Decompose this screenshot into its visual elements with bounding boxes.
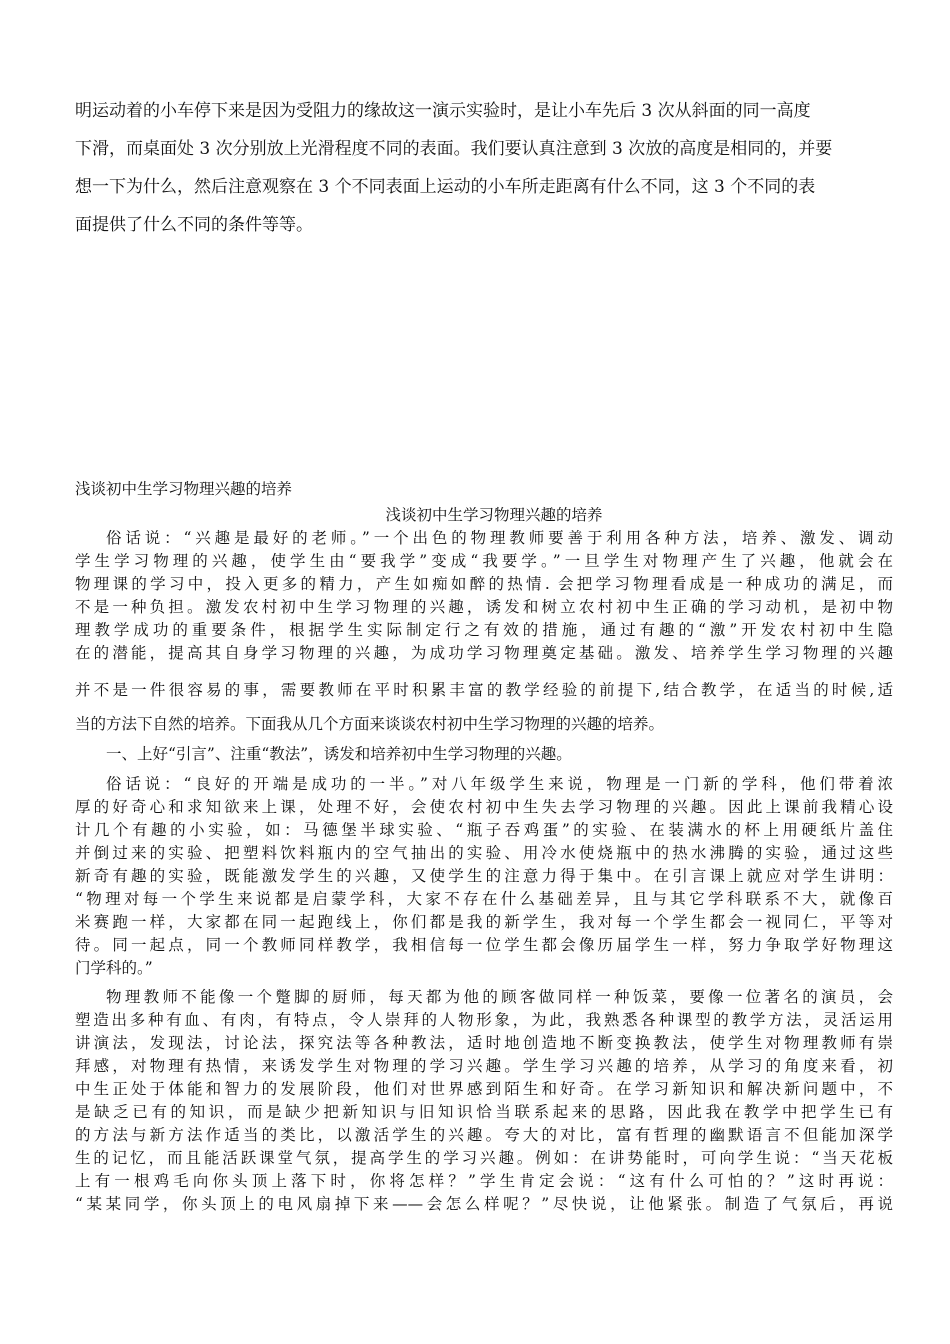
text-line: 物理课的学习中，投入更多的精力，产生如痴如醉的热情. 会把学习物理看成是一种成功的满足，而	[75, 575, 893, 593]
text-line: 讲演法，发现法，讨论法，探究法等各种教法，适时地创造地不断变换教法，使学生对物理教师有崇	[75, 1034, 893, 1052]
text-line: 下滑，而桌面处 3 次分别放上光滑程度不同的表面。我们要认真注意到 3 次放的高度是相同的，并要	[75, 139, 833, 159]
text-line: 计几个有趣的小实验，如：马德堡半球实验、“瓶子吞鸡蛋”的实验、在装满水的杯上用硬纸片盖住	[75, 821, 893, 839]
paragraph-intro-lesson	[75, 773, 893, 980]
text-line: 拜感，对物理有热情，来诱发学生对物理的学习兴趣。学生学习兴趣的培养，从学习的角度来看，初	[75, 1057, 893, 1075]
text-line: 并倒过来的实验、把塑料饮料瓶内的空气抽出的实验、用冷水使烧瓶中的热水沸腾的实验，通过这些	[75, 844, 893, 862]
text-line: 当的方法下自然的培养。下面我从几个方面来谈谈农村初中生学习物理的兴趣的培养。	[75, 715, 665, 733]
paragraph-teaching-methods	[75, 986, 893, 1216]
text-line: 门学科的。”	[75, 959, 153, 977]
text-line: “某某同学，你头顶上的电风扇掉下来——会怎么样呢？”尽快说，让他紧张。制造了气氛后，再说	[75, 1195, 893, 1213]
text-line: 中生正处于体能和智力的发展阶段，他们对世界感到陌生和好奇。在学习新知识和解决新问题中，不	[75, 1080, 893, 1098]
text-line: 不是一种负担。激发农村初中生学习物理的兴趣，诱发和树立农村初中生正确的学习动机，是初中物	[75, 598, 893, 616]
text-line: “物理对每一个学生来说都是启蒙学科，大家不存在什么基础差异，且与其它学科联系不大，就像百	[75, 890, 893, 908]
text-line: 米赛跑一样，大家都在同一起跑线上，你们都是我的新学生，我对每一个学生都会一视同仁，平等对	[75, 913, 893, 931]
text-line: 俗话说：“良好的开端是成功的一半。”对八年级学生来说，物理是一门新的学科，他们带着浓	[106, 775, 893, 793]
text-line: 的方法与新方法作适当的类比，以激活学生的兴趣。夸大的对比，富有哲理的幽默语言不但能加深学	[75, 1126, 893, 1144]
article-body	[75, 504, 893, 1216]
text-line: 上有一根鸡毛向你头顶上落下时，你将怎样？”学生肯定会说：“这有什么可怕的？”这时再说：	[75, 1172, 893, 1190]
document-label: 浅谈初中生学习物理兴趣的培养	[75, 480, 293, 498]
text-line: 并不是一件很容易的事，需要教师在平时积累丰富的教学经验的前提下,结合教学，在适当的时候,适	[75, 681, 893, 699]
text-line: 物理教师不能像一个蹩脚的厨师，每天都为他的顾客做同样一种饭菜，要像一位著名的演员，会	[106, 988, 893, 1006]
text-line: 生的记忆，而且能活跃课堂气氛，提高学生的学习兴趣。例如：在讲势能时，可向学生说：“当天花板	[75, 1149, 893, 1167]
text-line: 面提供了什么不同的条件等等。	[75, 215, 313, 235]
text-line: 厚的好奇心和求知欲来上课，处理不好，会使农村初中生失去学习物理的兴趣。因此上课前我精心设	[75, 798, 893, 816]
top-paragraph	[75, 92, 881, 244]
text-line: 新奇有趣的实验，既能激发学生的兴趣，又使学生的注意力得于集中。在引言课上就应对学生讲明：	[75, 867, 893, 885]
text-line: 待。同一起点，同一个教师同样教学，我相信每一位学生都会像历届学生一样，努力争取学好物理这	[75, 936, 893, 954]
text-line: 学生学习物理的兴趣，使学生由“要我学”变成“我要学。”一旦学生对物理产生了兴趣，他就会在	[75, 552, 893, 570]
text-line: 理教学成功的重要条件，根据学生实际制定行之有效的措施，通过有趣的“激”开发农村初中生隐	[75, 621, 893, 639]
text-line: 俗话说：“兴趣是最好的老师。”一个出色的物理教师要善于利用各种方法，培养、激发、调动	[106, 529, 893, 547]
article-title: 浅谈初中生学习物理兴趣的培养	[385, 506, 603, 524]
heading-line: 一、上好“引言”、注重“教法”，诱发和培养初中生学习物理的兴趣。	[106, 745, 572, 763]
text-line: 在的潜能，提高其自身学习物理的兴趣，为成功学习物理奠定基础。激发、培养学生学习物理的兴趣	[75, 644, 893, 662]
paragraph-intro	[75, 527, 893, 665]
text-line: 塑造出多种有血、有肉，有特点，令人崇拜的人物形象，为此，我熟悉各种课型的教学方法，灵活运用	[75, 1011, 893, 1029]
text-line: 是缺乏已有的知识，而是缺少把新知识与旧知识恰当联系起来的思路，因此我在教学中把学生已有	[75, 1103, 893, 1121]
paragraph-intro-continued	[75, 673, 893, 741]
text-line: 想一下为什么，然后注意观察在 3 个不同表面上运动的小车所走距离有什么不同，这 3 个不同的表	[75, 177, 816, 197]
text-line: 明运动着的小车停下来是因为受阻力的缘故这一演示实验时，是让小车先后 3 次从斜面的同一高度	[75, 101, 811, 121]
section-heading	[75, 741, 893, 767]
